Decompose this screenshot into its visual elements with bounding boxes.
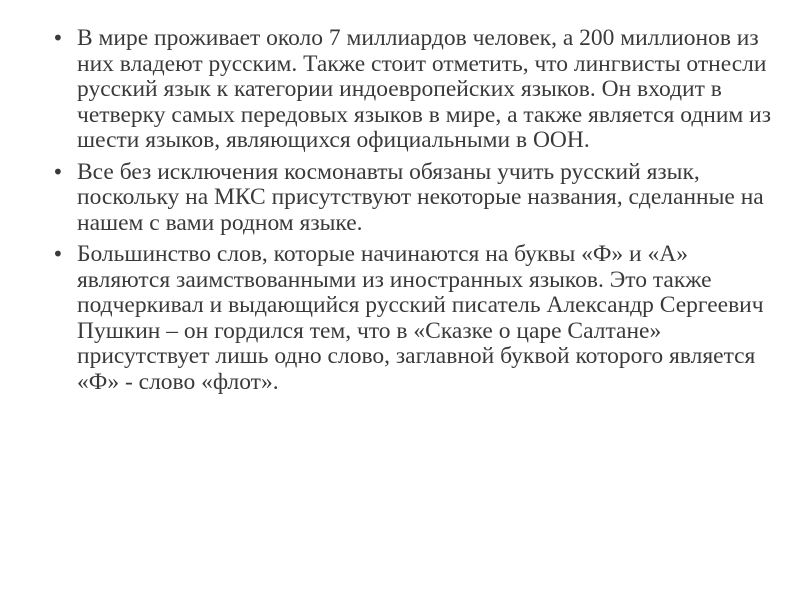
bullet-item-borrowed-words bbox=[52, 242, 772, 395]
bullet-text: В мире проживает около 7 миллиардов человек, а 200 миллионов из них владеют русским. Также стоит отметить, что лингвисты отнесли русский язык к категории индоевропейских языков. Он входит в четверку самых передовых языков в мире, а также является одним из шести языков, являющихся официальными в ООН. bbox=[77, 25, 772, 153]
bullet-marker: • bbox=[52, 26, 64, 50]
bullet-marker: • bbox=[52, 242, 64, 266]
bullet-marker: • bbox=[52, 159, 64, 184]
bullet-list bbox=[52, 26, 772, 401]
bullet-text: Большинство слов, которые начинаются на буквы «Ф» и «А» являются заимствованными из иностранных языков. Это также подчеркивал и выдающийся русский писатель Александр Сергеевич Пушкин – он гордился тем, что в «Сказке о царе Салтане» присутствует лишь одно слово, заглавной буквой которого является «Ф» - слово «флот». bbox=[77, 241, 764, 395]
bullet-item-world-speakers bbox=[52, 26, 772, 154]
bullet-item-cosmonauts bbox=[52, 160, 772, 237]
bullet-text: Все без исключения космонавты обязаны учить русский язык, поскольку на МКС присутствуют некоторые названия, сделанные на нашем с вами родном языке. bbox=[77, 158, 764, 236]
